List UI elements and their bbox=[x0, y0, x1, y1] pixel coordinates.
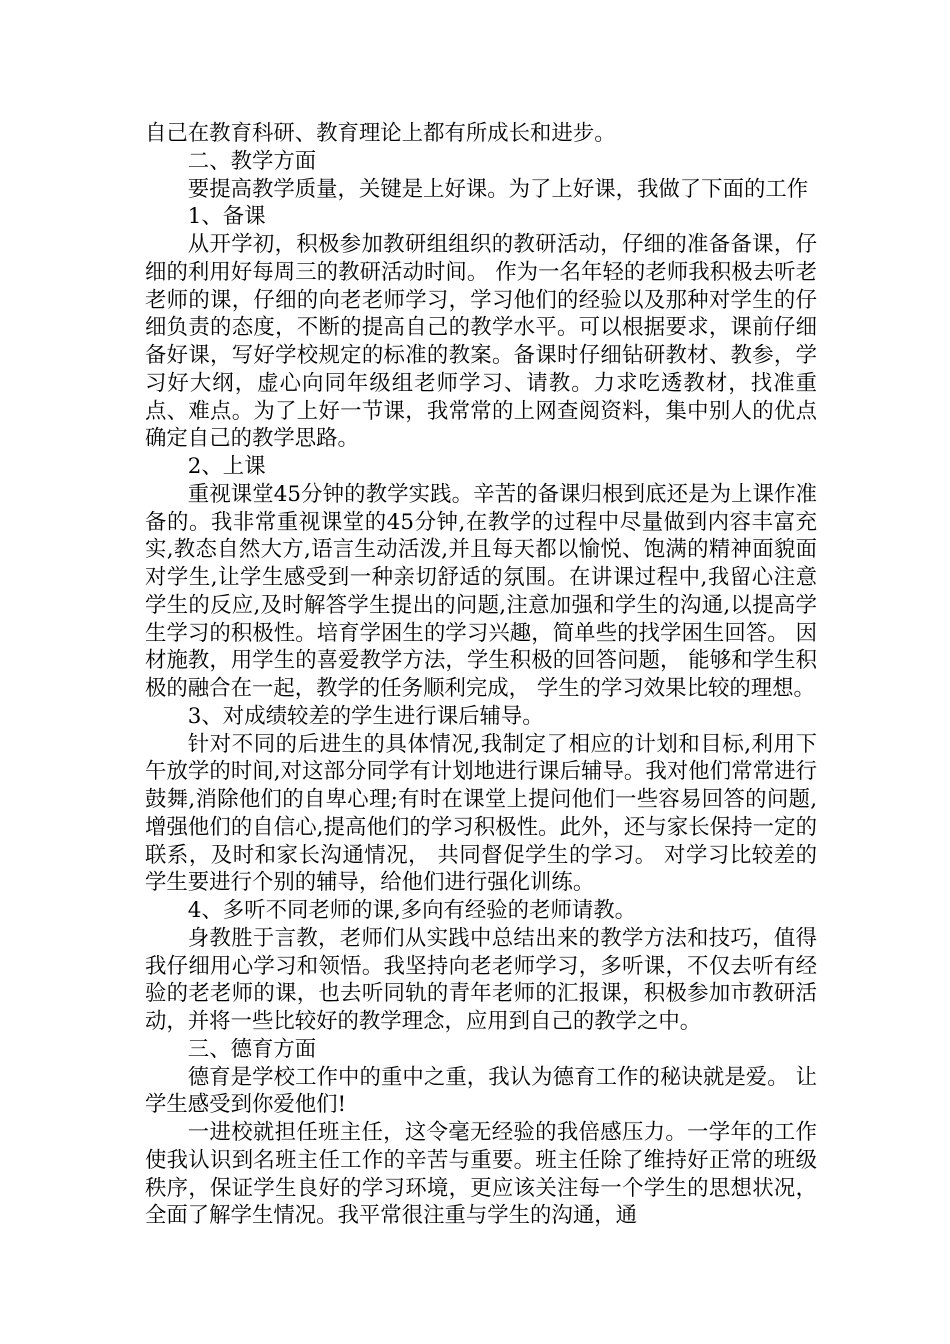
subheading-observe: 4、多听不同老师的课,多向有经验的老师请教。 bbox=[187, 898, 637, 923]
subheading-class: 2、上课 bbox=[187, 454, 266, 479]
section-heading-teaching: 二、教学方面 bbox=[187, 148, 317, 174]
paragraph-lesson-prep: 从开学初，积极参加教研组组织的教研活动，仔细的准备备课，仔细的利用好每周三的教研活动时间。 作为一名年轻的老师我积极去听老老师的课，仔细的向老老师学习，学习他们的经验以及那种对学生的仔细负责的态度，不断的提高自己的教学水平。可以根据要求，课前仔细备好课，写好学校规定的标准的教案。备课时仔细钻研教材、教参，学习好大纲，虚心向同年级组老师学习、请教。力求吃透教材，找准重点、难点。为了上好一节课，我常常的上网查阅资料，集中别人的优点确定自己的教学思路。 bbox=[145, 232, 817, 452]
paragraph-continuation: 自己在教育科研、教育理论上都有所成长和进步。 bbox=[145, 121, 616, 146]
subheading-lesson-prep: 1、备课 bbox=[187, 204, 266, 230]
paragraph-observe: 身教胜于言教，老师们从实践中总结出来的教学方法和技巧，值得我仔细用心学习和领悟。我坚持向老老师学习，多听课，不仅去听有经验的老老师的课，也去听同轨的青年老师的汇报课，积极参加市教研活动，并将一些比较好的教学理念，应用到自己的教学之中。 bbox=[145, 925, 817, 1034]
section-heading-moral: 三、德育方面 bbox=[187, 1036, 317, 1062]
paragraph-moral-intro: 德育是学校工作中的重中之重，我认为德育工作的秘诀就是爱。 让学生感受到你爱他们! bbox=[145, 1064, 817, 1118]
document-body bbox=[145, 120, 817, 1230]
subheading-tutoring: 3、对成绩较差的学生进行课后辅导。 bbox=[187, 703, 544, 729]
paragraph-class: 重视课堂45分钟的教学实践。辛苦的备课归根到底还是为上课作准备的。我非常重视课堂的45分钟,在教学的过程中尽量做到内容丰富充实,教态自然大方,语言生动活泼,并且每天都以愉悦、饱满的精神面貌面对学生,让学生感受到一种亲切舒适的氛围。在讲课过程中,我留心注意学生的反应,及时解答学生提出的问题,注意加强和学生的沟通,以提高学生学习的积极性。培育学困生的学习兴趣，简单些的找学困生回答。 因材施教，用学生的喜爱教学方法，学生积极的回答问题， 能够和学生积极的融合在一起，教学的任务顺利完成， 学生的学习效果比较的理想。 bbox=[145, 481, 817, 701]
paragraph-head-teacher: 一进校就担任班主任，这令毫无经验的我倍感压力。一学年的工作使我认识到名班主任工作的辛苦与重要。班主任除了维持好正常的班级秩序，保证学生良好的学习环境，更应该关注每一个学生的思想状况，全面了解学生情况。我平常很注重与学生的沟通，通 bbox=[145, 1120, 817, 1229]
paragraph-teaching-intro: 要提高教学质量，关键是上好课。为了上好课，我做了下面的工作 bbox=[187, 176, 809, 202]
paragraph-tutoring: 针对不同的后进生的具体情况,我制定了相应的计划和目标,利用下午放学的时间,对这部分同学有计划地进行课后辅导。我对他们常常进行鼓舞,消除他们的自卑心理;有时在课堂上提问他们一些容易回答的问题,增强他们的自信心,提高他们的学习积极性。此外，还与家长保持一定的联系，及时和家长沟通情况， 共同督促学生的学习。 对学习比较差的学生要进行个别的辅导，给他们进行强化训练。 bbox=[145, 731, 817, 896]
